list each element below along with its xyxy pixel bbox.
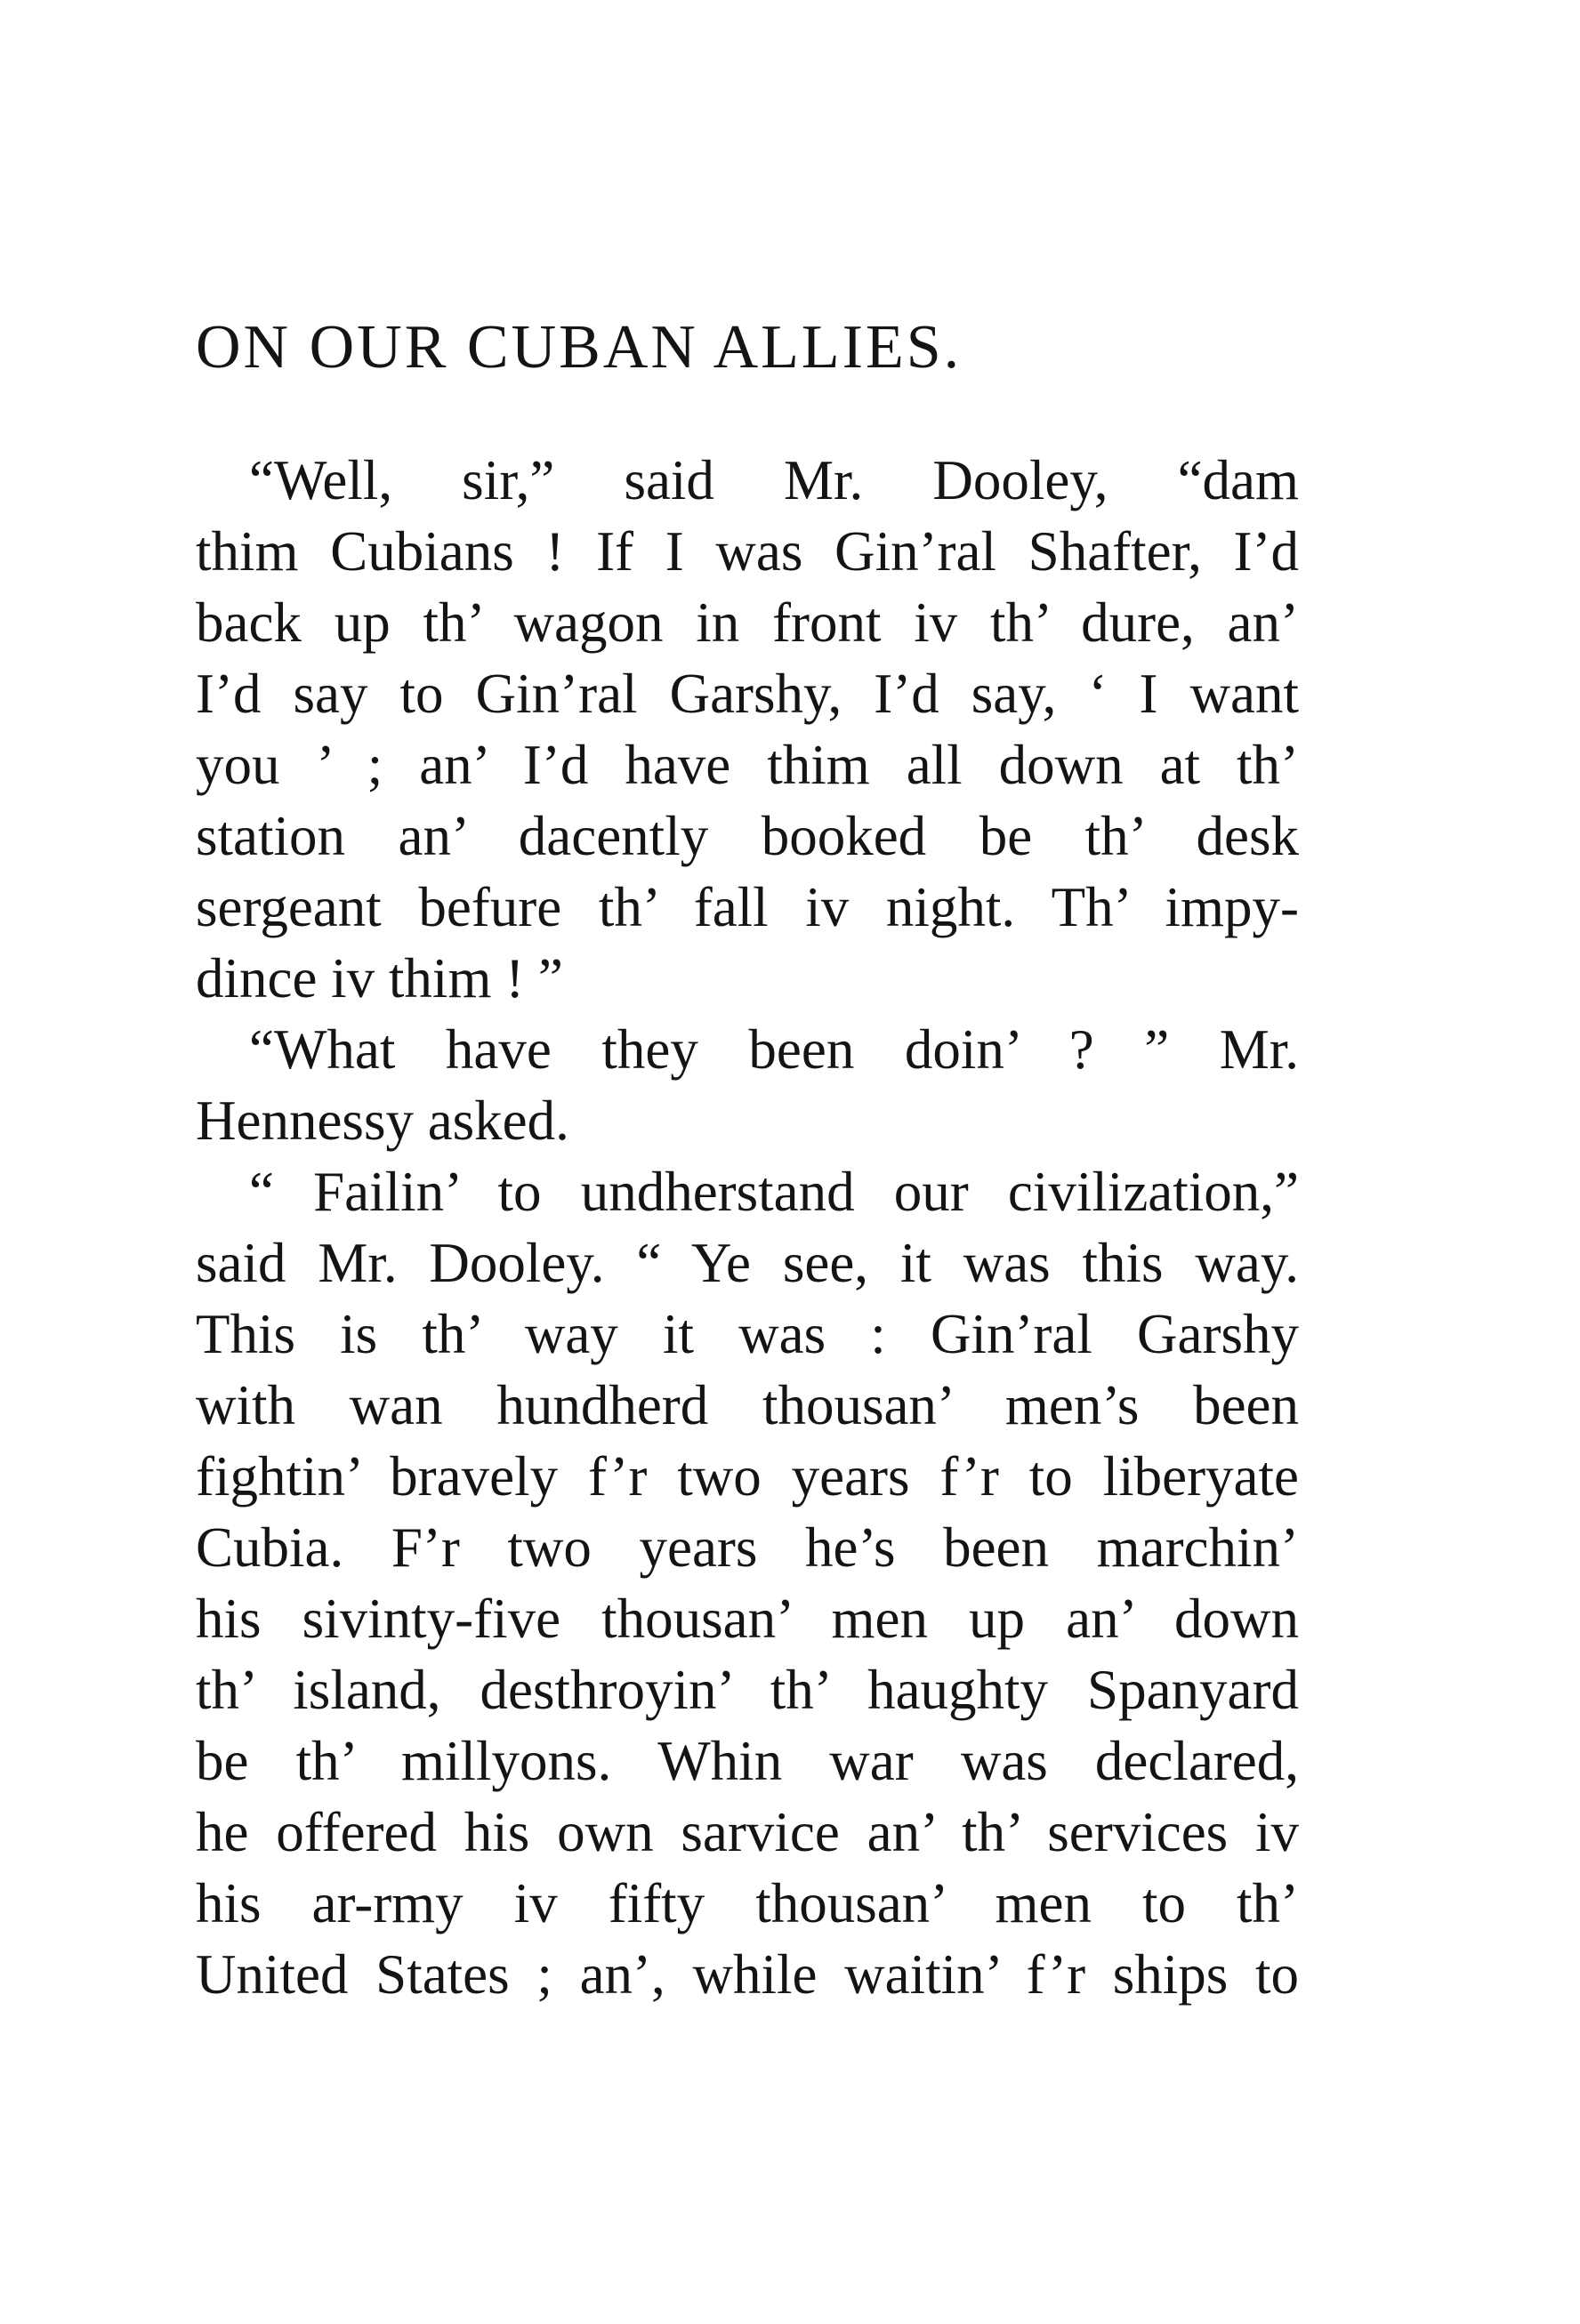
- text-line: thim Cubians ! If I was Gin’ral Shafter, I’d: [196, 520, 1299, 583]
- text-line: he offered his own sarvice an’ th’ services iv: [196, 1801, 1299, 1863]
- text-line: dince iv thim ! ”: [196, 947, 563, 1009]
- text-line: sergeant befure th’ fall iv night. Th’ impy-: [196, 876, 1299, 938]
- chapter-title: ON OUR CUBAN ALLIES.: [196, 313, 963, 382]
- text-line: th’ island, desthroyin’ th’ haughty Spanyard: [196, 1659, 1299, 1721]
- text-line: This is th’ way it was : Gin’ral Garshy: [196, 1303, 1299, 1365]
- text-line: you ’ ; an’ I’d have thim all down at th’: [196, 734, 1299, 796]
- text-line: I’d say to Gin’ral Garshy, I’d say, ‘ I want: [196, 663, 1299, 725]
- text-line: said Mr. Dooley. “ Ye see, it was this way.: [196, 1232, 1299, 1294]
- body-text: [196, 445, 1299, 2010]
- text-line: with wan hundherd thousan’ men’s been: [196, 1374, 1299, 1436]
- text-line: his ar-rmy iv fifty thousan’ men to th’: [196, 1872, 1299, 1934]
- text-line: station an’ dacently booked be th’ desk: [196, 805, 1299, 867]
- text-line: “What have they been doin’ ? ” Mr.: [249, 1018, 1299, 1081]
- text-line: back up th’ wagon in front iv th’ dure, an’: [196, 591, 1299, 654]
- text-line: be th’ millyons. Whin war was declared,: [196, 1730, 1299, 1792]
- text-line: Hennessy asked.: [196, 1090, 569, 1152]
- text-line: Cubia. F’r two years he’s been marchin’: [196, 1516, 1299, 1579]
- text-line: “ Failin’ to undherstand our civilization,”: [249, 1161, 1299, 1223]
- text-line: “Well, sir,” said Mr. Dooley, “dam: [249, 449, 1299, 511]
- text-line: United States ; an’, while waitin’ f’r ships to: [196, 1943, 1299, 2006]
- text-line: fightin’ bravely f’r two years f’r to liberyate: [196, 1445, 1299, 1508]
- text-line: his sivinty-five thousan’ men up an’ down: [196, 1588, 1299, 1650]
